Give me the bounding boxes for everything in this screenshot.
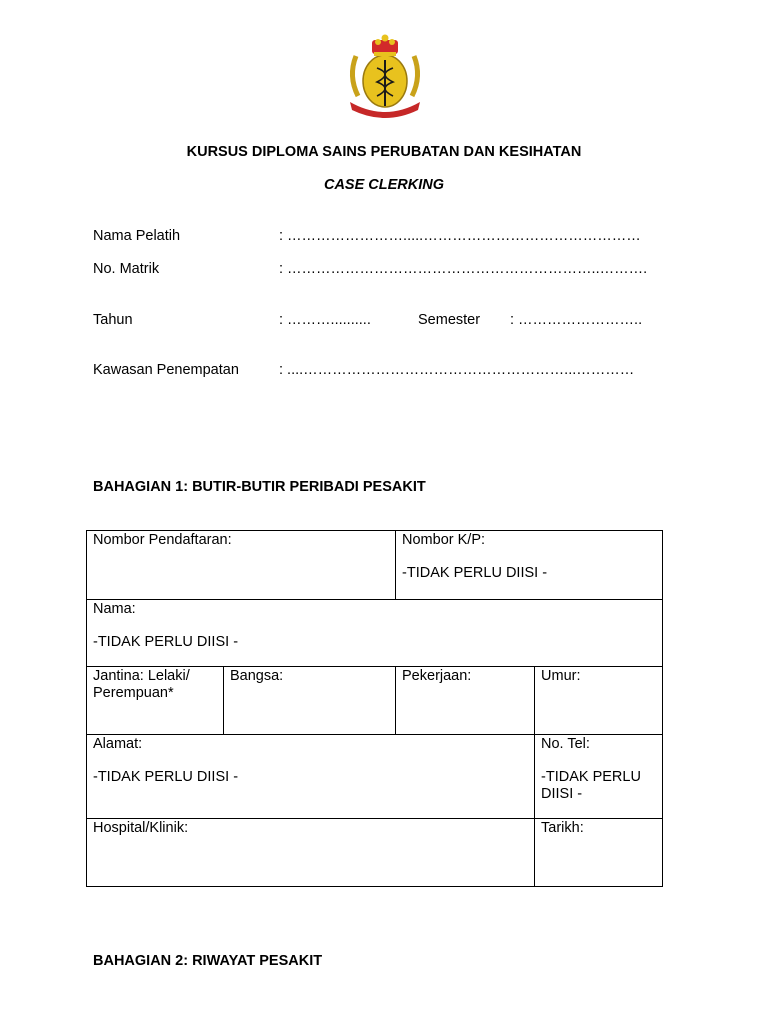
nombor-kp-label: Nombor K/P: [402,532,486,548]
nombor-kp-cell [396,531,663,600]
pekerjaan-label: Pekerjaan: [402,668,472,684]
bangsa-cell[interactable] [224,667,396,735]
semester-label: Semester [418,312,481,328]
nombor-pendaftaran-cell[interactable] [87,531,396,600]
case-clerking-title: CASE CLERKING [323,177,445,193]
hospital-klinik-label: Hospital/Klinik: [93,820,189,836]
nama-label: Nama: [93,601,136,617]
nama-pelatih-field[interactable]: : …………………….....……………………………………… [279,228,641,244]
jantina-cell[interactable] [87,667,224,735]
no-tel-label: No. Tel: [541,736,590,752]
nombor-pendaftaran-label: Nombor Pendaftaran: [93,532,232,548]
bangsa-label: Bangsa: [230,668,284,684]
kawasan-penempatan-field[interactable]: : ....………………………………………………...………… [279,362,635,378]
jantina-label-line2: Perempuan* [93,685,174,701]
no-matrik-field[interactable]: : ………………………………………………………..………. [279,261,648,277]
umur-cell[interactable] [535,667,663,735]
tarikh-label: Tarikh: [541,820,584,836]
course-title: KURSUS DIPLOMA SAINS PERUBATAN DAN KESIHATAN [186,144,582,160]
tahun-label: Tahun [93,312,133,328]
section-2-heading: BAHAGIAN 2: RIWAYAT PESAKIT [93,953,323,969]
jantina-label-line1: Jantina: Lelaki/ [93,668,190,684]
nama-cell [87,600,663,667]
nama-pelatih-label: Nama Pelatih [93,228,181,244]
patient-details-table [86,530,663,887]
nombor-kp-note: -TIDAK PERLU DIISI - [402,565,548,581]
no-tel-cell [535,735,663,819]
alamat-label: Alamat: [93,736,143,752]
tahun-field[interactable]: : ……….......... [279,312,371,328]
alamat-cell [87,735,535,819]
section-1-heading: BAHAGIAN 1: BUTIR-BUTIR PERIBADI PESAKIT [93,479,426,495]
alamat-note: -TIDAK PERLU DIISI - [93,769,239,785]
no-matrik-label: No. Matrik [93,261,160,277]
no-tel-note-line2: DIISI - [541,786,583,802]
semester-field[interactable]: : …………………….. [510,312,643,328]
no-tel-note-line1: -TIDAK PERLU [541,769,641,785]
umur-label: Umur: [541,668,581,684]
hospital-klinik-cell[interactable] [87,819,535,887]
kawasan-penempatan-label: Kawasan Penempatan [93,362,239,378]
police-crest-logo [344,26,426,120]
nama-note: -TIDAK PERLU DIISI - [93,634,239,650]
pekerjaan-cell[interactable] [396,667,535,735]
tarikh-cell[interactable] [535,819,663,887]
